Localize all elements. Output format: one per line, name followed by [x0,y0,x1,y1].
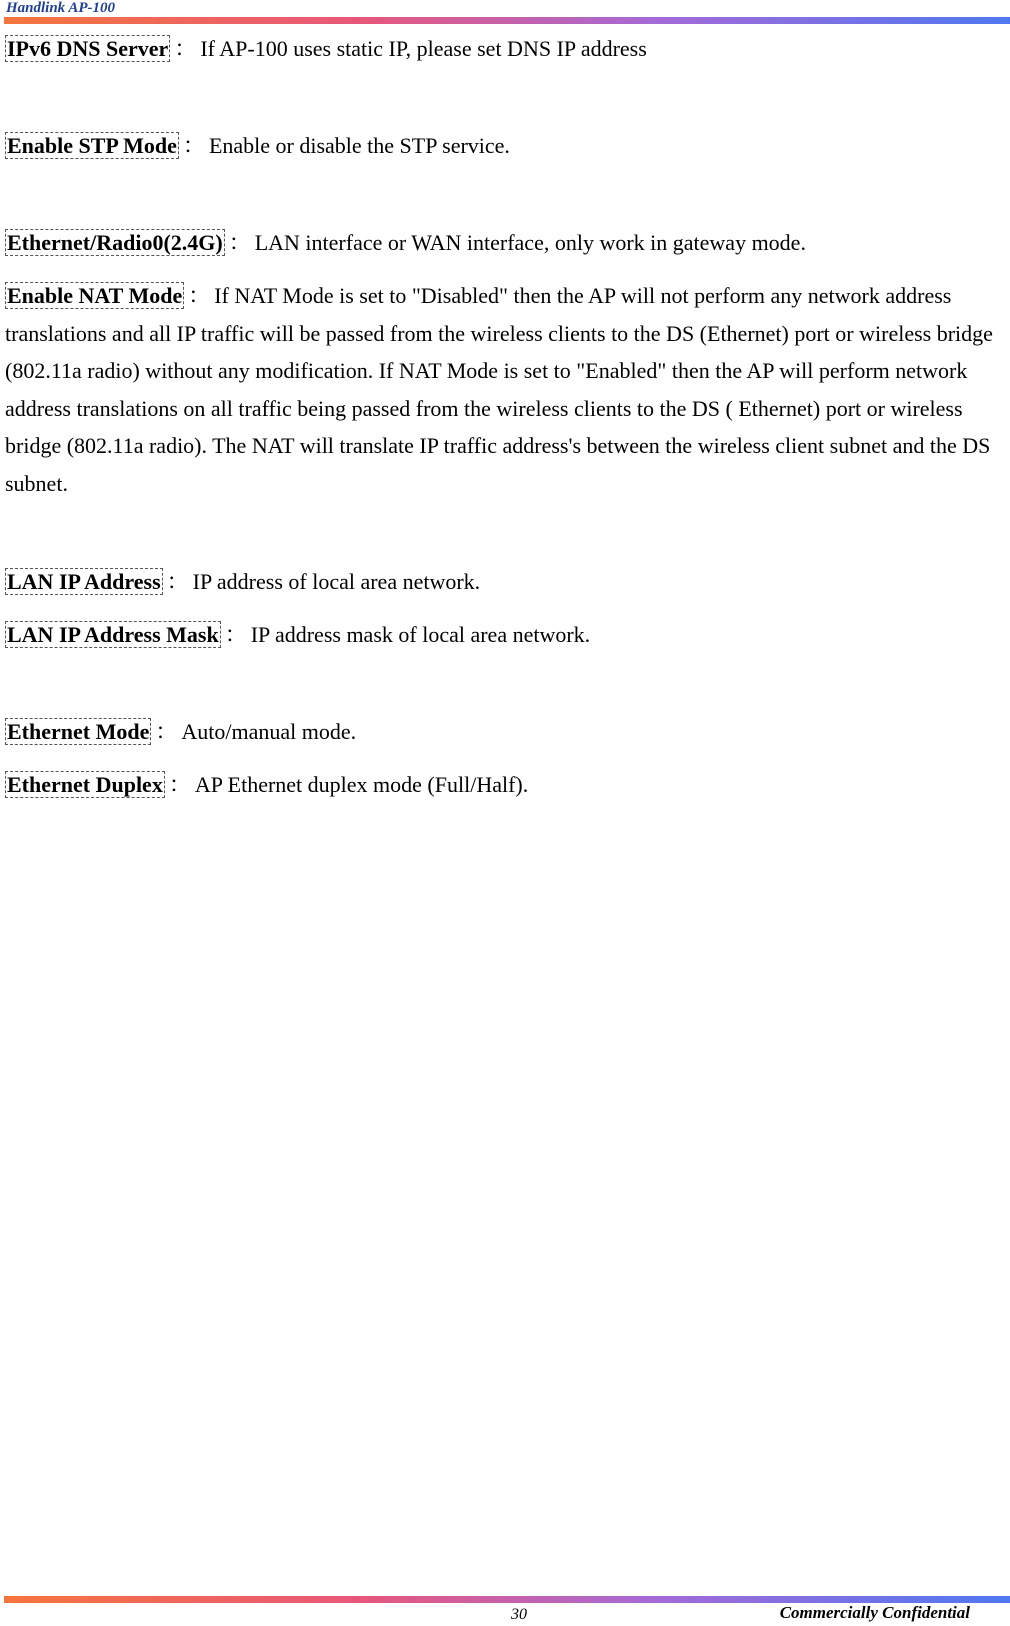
entry-separator: ： [174,36,197,61]
entry-description: If AP-100 uses static IP, please set DNS IP address [200,36,647,61]
entry-description: IP address mask of local area network. [250,621,591,647]
page-number: 30 [511,1606,527,1623]
entry-separator: ： [228,230,251,255]
footer-divider-bar [4,1596,1010,1603]
entry-term: Enable NAT Mode [7,283,183,308]
entry-term: Ethernet Mode [7,718,150,744]
entry-separator: ： [166,568,189,594]
entry-lan-ip-address [5,563,995,600]
entry-ipv6-dns-server [5,30,995,67]
entry-description: LAN interface or WAN interface, only work in gateway mode. [254,230,806,255]
entry-term: Ethernet Duplex [7,771,163,797]
entry-separator: ： [224,621,247,647]
entry-term: LAN IP Address [7,568,161,594]
entry-term: LAN IP Address Mask [7,621,219,647]
entry-description: AP Ethernet duplex mode (Full/Half). [194,771,529,797]
entry-ethernet-radio0 [5,224,995,261]
entry-enable-stp-mode [5,127,995,164]
entry-separator: ： [188,283,211,308]
entry-description: Enable or disable the STP service. [208,133,510,158]
header-divider-bar [4,17,1010,24]
entry-enable-nat-mode [5,277,995,503]
document-header-title: Handlink AP-100 [6,0,116,16]
footer-confidential-label: Commercially Confidential [779,1603,970,1622]
entry-ethernet-duplex [5,766,995,803]
entry-description: IP address of local area network. [192,568,481,594]
entry-separator: ： [168,771,191,797]
entry-term: IPv6 DNS Server [7,36,169,61]
entry-ethernet-mode [5,713,995,750]
entry-lan-ip-address-mask [5,616,995,653]
entry-term: Enable STP Mode [7,133,177,158]
entry-description: Auto/manual mode. [181,718,357,744]
document-body [5,30,995,803]
entry-description: If NAT Mode is set to "Disabled" then the AP will not perform any network address translations and all IP traffic will be passed from the wireless clients to the DS (Ethernet) port or wireless bridge (802.11a radio) without any modification. If NAT Mode is set to "Enabled" then the AP will perform network address translations on all traffic being passed from the wireless clients to the DS ( Ethernet) port or wireless bridge (802.11a radio). The NAT will translate IP traffic address's between the wireless client subnet and the DS subnet. [5,283,993,496]
entry-term: Ethernet/Radio0(2.4G) [7,230,223,255]
entry-separator: ： [182,133,205,158]
entry-separator: ： [155,718,178,744]
